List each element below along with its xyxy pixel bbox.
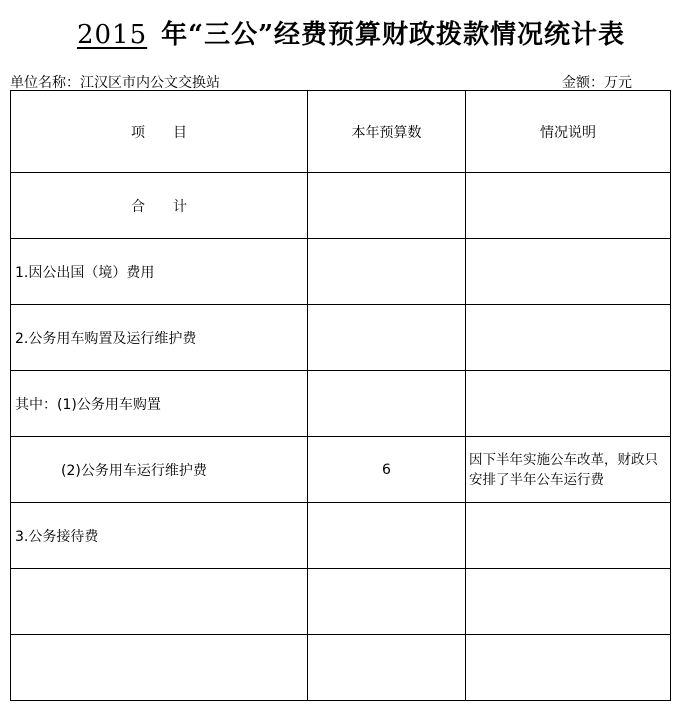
total-note: [466, 173, 671, 239]
row-item: [11, 569, 308, 635]
table-row: [11, 371, 671, 437]
row-item: 1.因公出国（境）费用: [11, 239, 308, 305]
page-title: [0, 14, 682, 51]
row-note: [466, 503, 671, 569]
title-year: 2015: [76, 20, 148, 50]
header-item: 项 目: [11, 91, 308, 173]
table-row: [11, 239, 671, 305]
row-item: 其中：(1)公务用车购置: [11, 371, 308, 437]
header-budget: 本年预算数: [308, 91, 466, 173]
budget-table: [10, 90, 671, 701]
row-item: 3.公务接待费: [11, 503, 308, 569]
row-item: [11, 635, 308, 701]
row-note: [466, 371, 671, 437]
row-budget: [308, 305, 466, 371]
row-note: 因下半年实施公车改革，财政只安排了半年公车运行费: [466, 437, 671, 503]
row-budget: [308, 239, 466, 305]
table-row: [11, 635, 671, 701]
row-budget: [308, 635, 466, 701]
table-row: [11, 503, 671, 569]
row-item: (2)公务用车运行维护费: [11, 437, 308, 503]
row-budget: [308, 503, 466, 569]
row-note: [466, 305, 671, 371]
total-label: 合 计: [11, 173, 308, 239]
table-row: [11, 569, 671, 635]
row-note: [466, 569, 671, 635]
total-budget: [308, 173, 466, 239]
row-budget: 6: [308, 437, 466, 503]
amount-unit: 金额：万元: [562, 75, 632, 91]
table-row: [11, 305, 671, 371]
row-item: 2.公务用车购置及运行维护费: [11, 305, 308, 371]
row-note: [466, 635, 671, 701]
table-row: [11, 437, 671, 503]
unit-name: 单位名称：江汉区市内公文交换站: [10, 75, 220, 91]
table-header-row: [11, 91, 671, 173]
header-note: 情况说明: [466, 91, 671, 173]
row-budget: [308, 569, 466, 635]
title-text: 年“三公”经费预算财政拨款情况统计表: [161, 20, 626, 50]
total-row: [11, 173, 671, 239]
row-note: [466, 239, 671, 305]
row-budget: [308, 371, 466, 437]
